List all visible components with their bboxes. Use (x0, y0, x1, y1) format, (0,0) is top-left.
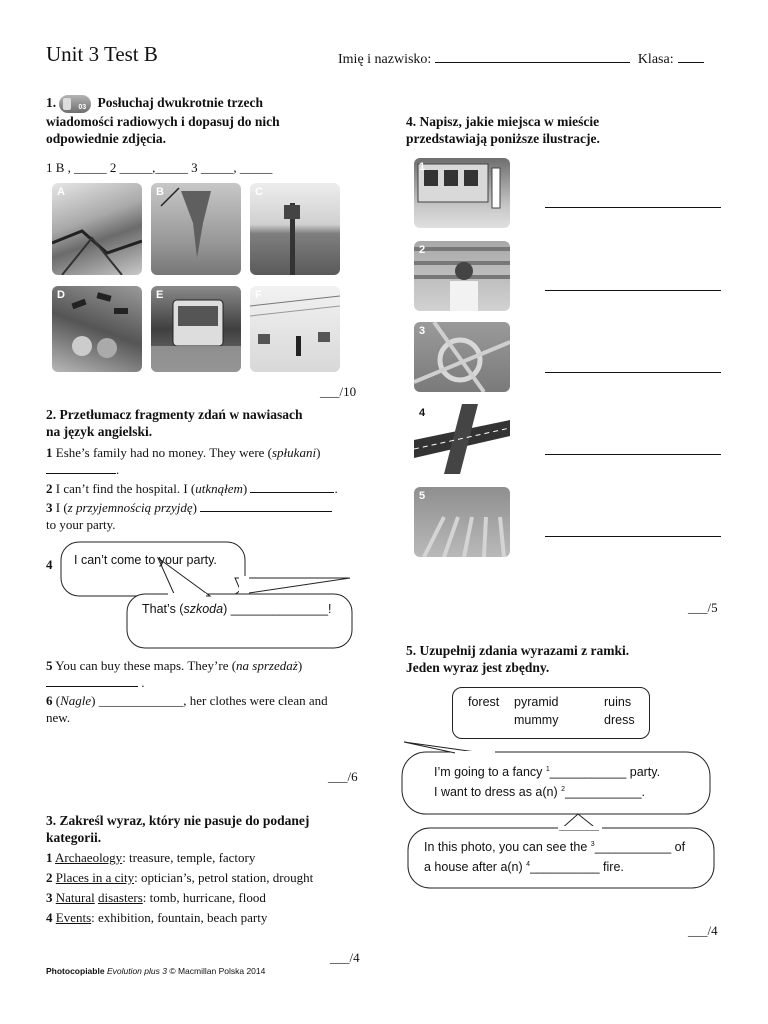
ex3-item-2 (46, 869, 313, 886)
item-text: I can’t find the hospital. I ( (55, 481, 196, 496)
item-text-continued: to your party. (46, 517, 116, 532)
gap-2-blank[interactable]: ___________. (565, 785, 646, 800)
item-number: 1 (46, 850, 53, 865)
word-options: : treasure, temple, factory (122, 850, 256, 865)
photo-label-a: A (57, 186, 65, 198)
category-label: Natural (55, 890, 95, 905)
ex2-item-2: 2 I can’t find the hospital. I (utknąłem) . (46, 481, 338, 496)
item-number: 5 (46, 658, 53, 673)
item-number: 4 (46, 910, 53, 925)
item-number: 3 (46, 500, 53, 515)
photo-b-tornado (151, 183, 241, 275)
item-text-end: ) (297, 658, 303, 673)
ex2-item-5: 5 You can buy these maps. They’re (na sprzedaż) . (46, 658, 303, 690)
ex4-answer-line-4[interactable] (545, 454, 721, 455)
bubble-text: That’s ( (142, 602, 184, 616)
ex5-title (406, 642, 726, 676)
speech-bubble-2 (142, 602, 332, 616)
photo-label-3: 3 (419, 325, 426, 337)
ex3-title-line1: 3. Zakreśl wyraz, który nie pasuje do podanej (46, 813, 310, 828)
item-text: I ( (55, 500, 68, 515)
item-text-continued: new. (46, 710, 71, 725)
ex3-item-4 (46, 909, 267, 926)
photo-f-gallery (250, 286, 340, 372)
photo-label-2: 2 (419, 244, 426, 256)
item-hint: spłukani (272, 445, 317, 460)
photo-label-d: D (57, 289, 65, 301)
gap-3-blank[interactable]: ___________ of (594, 840, 686, 855)
word-ruins: ruins (604, 695, 632, 709)
ex2-item-1: 1 Eshe’s family had no money. They were (spłukani) . (46, 445, 321, 477)
ex4-answer-line-3[interactable] (545, 372, 721, 373)
photo-3-roundabout (414, 322, 510, 392)
ex1-number: 1. (46, 95, 57, 110)
category-label: Events (55, 910, 92, 925)
gap-number: 4 (526, 861, 531, 869)
item-text: ) _____________, her clothes were clean and (91, 693, 328, 708)
photo-label-f: F (255, 289, 262, 301)
ex3-item-3 (46, 889, 266, 906)
item-number: 2 (46, 870, 53, 885)
ex2-item-3 (46, 499, 332, 533)
student-info (338, 50, 704, 68)
ex4-title (406, 113, 726, 147)
ex4-title-line2: przedstawiają poniższe ilustracje. (406, 131, 600, 146)
name-field[interactable] (435, 50, 630, 63)
answer-blank[interactable] (200, 500, 332, 512)
ex2-title-line1: 2. Przetłumacz fragmenty zdań w nawiasach (46, 407, 303, 422)
photo-1-train-station (414, 158, 510, 228)
item-hint: na sprzedaż (236, 658, 298, 673)
word-options: : tomb, hurricane, flood (142, 890, 266, 905)
item-text-end: ) (242, 481, 248, 496)
answer-blank[interactable] (250, 481, 334, 493)
item-hint: utknąłem (195, 481, 243, 496)
item-text-end: ) (316, 445, 321, 460)
name-label: Imię i nazwisko: (338, 52, 432, 67)
item-number: 6 (46, 693, 53, 708)
item-hint: z przyjemnością przyjdę (67, 500, 193, 515)
bubble-text: In this photo, you can see the (424, 840, 588, 855)
item-text-end: ) (192, 500, 197, 515)
bubble-hint: szkoda (183, 602, 224, 616)
ex5-title-line2: Jeden wyraz jest zbędny. (406, 660, 550, 675)
ex5-score: ___/4 (688, 923, 718, 938)
ex2-title (46, 406, 366, 440)
item-text: Eshe’s family had no money. They were ( (55, 445, 272, 460)
ex3-title (46, 812, 366, 846)
footer-title: Evolution plus 3 (106, 966, 167, 976)
ex1-score: ___/10 (320, 384, 357, 399)
word-dress: dress (604, 713, 635, 727)
bubble-text: I want to dress as a(n) (434, 785, 558, 800)
ex5-title-line1: 5. Uzupełnij zdania wyrazami z ramki. (406, 643, 630, 658)
category-label: Archaeology (55, 850, 123, 865)
ex1-title-line3: odpowiednie zdjęcia. (46, 130, 166, 146)
ex2-item-6 (46, 692, 361, 726)
ex4-title-line1: 4. Napisz, jakie miejsca w mieście (406, 114, 600, 129)
item-text: You can buy these maps. They’re ( (55, 658, 237, 673)
photo-label-1: 1 (419, 161, 426, 173)
category-label: Places in a city (55, 870, 135, 885)
ex4-answer-line-2[interactable] (545, 290, 721, 291)
gap-number: 1 (545, 766, 550, 773)
answer-blank[interactable] (46, 462, 116, 474)
ex1-title-line2: wiadomości radiowych i dopasuj do nich (46, 113, 280, 129)
photo-label-c: C (255, 186, 263, 198)
footer-rest: © Macmillan Polska 2014 (169, 966, 266, 976)
ex1-title-line1: Posłuchaj dwukrotnie trzech (97, 95, 263, 110)
footer-copyright (46, 966, 265, 976)
ex1-title (46, 94, 366, 147)
photo-label-b: B (156, 186, 164, 198)
photo-label-4: 4 (419, 407, 426, 419)
page-title: Unit 3 Test B (46, 42, 158, 66)
gap-number: 2 (561, 786, 566, 794)
word-mummy: mummy (514, 713, 559, 727)
audio-speaker-icon[interactable] (59, 95, 91, 113)
item-number: 3 (46, 890, 53, 905)
category-label: disasters (97, 890, 143, 905)
answer-blank[interactable] (46, 675, 138, 687)
gap-1-blank[interactable]: ___________ party. (549, 765, 661, 780)
word-forest: forest (468, 695, 500, 709)
photo-label-5: 5 (419, 490, 426, 502)
ex2-item-4-number: 4 (46, 557, 53, 572)
class-label: Klasa: (637, 52, 674, 67)
ex3-title-line2: kategorii. (46, 830, 102, 845)
photo-d-graduation (52, 286, 142, 372)
item-number: 2 (46, 481, 53, 496)
audio-track-number: 03 (78, 103, 87, 111)
bubble-text-end: ) ______________! (223, 602, 332, 616)
item-hint: Nagle (60, 693, 92, 708)
item-text: ( (55, 693, 61, 708)
ex4-answer-line-1[interactable] (545, 207, 721, 208)
item-number: 1 (46, 445, 53, 460)
photo-e-flooded-bus (151, 286, 241, 372)
word-options: : exhibition, fountain, beach party (91, 910, 268, 925)
bubble-text: a house after a(n) (424, 860, 523, 875)
ex5-bubble-1 (434, 761, 660, 801)
photo-2-pharmacy (414, 241, 510, 311)
speech-bubble-1: I can’t come to your party. (74, 553, 217, 567)
ex4-answer-line-5[interactable] (545, 536, 721, 537)
ex2-title-line2: na język angielski. (46, 424, 153, 439)
ex4-score: ___/5 (688, 600, 718, 615)
ex3-item-1 (46, 849, 255, 866)
photo-5-pedestrian-crossing (414, 487, 510, 557)
class-field[interactable] (678, 50, 704, 63)
gap-number: 3 (590, 841, 595, 848)
ex1-answer-line: 1 B , _____ 2 _____,_____ 3 _____, _____ (46, 160, 273, 175)
word-options: : optician’s, petrol station, drought (134, 870, 314, 885)
photo-c-flood-street (250, 183, 340, 275)
ex5-bubble-2 (424, 836, 685, 876)
bubble-text: I’m going to a fancy (434, 765, 543, 780)
footer-bold: Photocopiable (46, 966, 105, 976)
ex2-score: ___/6 (328, 769, 358, 784)
gap-4-blank[interactable]: __________ fire. (530, 860, 624, 875)
photo-label-e: E (156, 289, 164, 301)
photo-4-crossroads (414, 404, 510, 474)
ex3-score: ___/4 (330, 950, 360, 965)
word-pyramid: pyramid (514, 695, 559, 709)
photo-a-cracked-road (52, 183, 142, 275)
